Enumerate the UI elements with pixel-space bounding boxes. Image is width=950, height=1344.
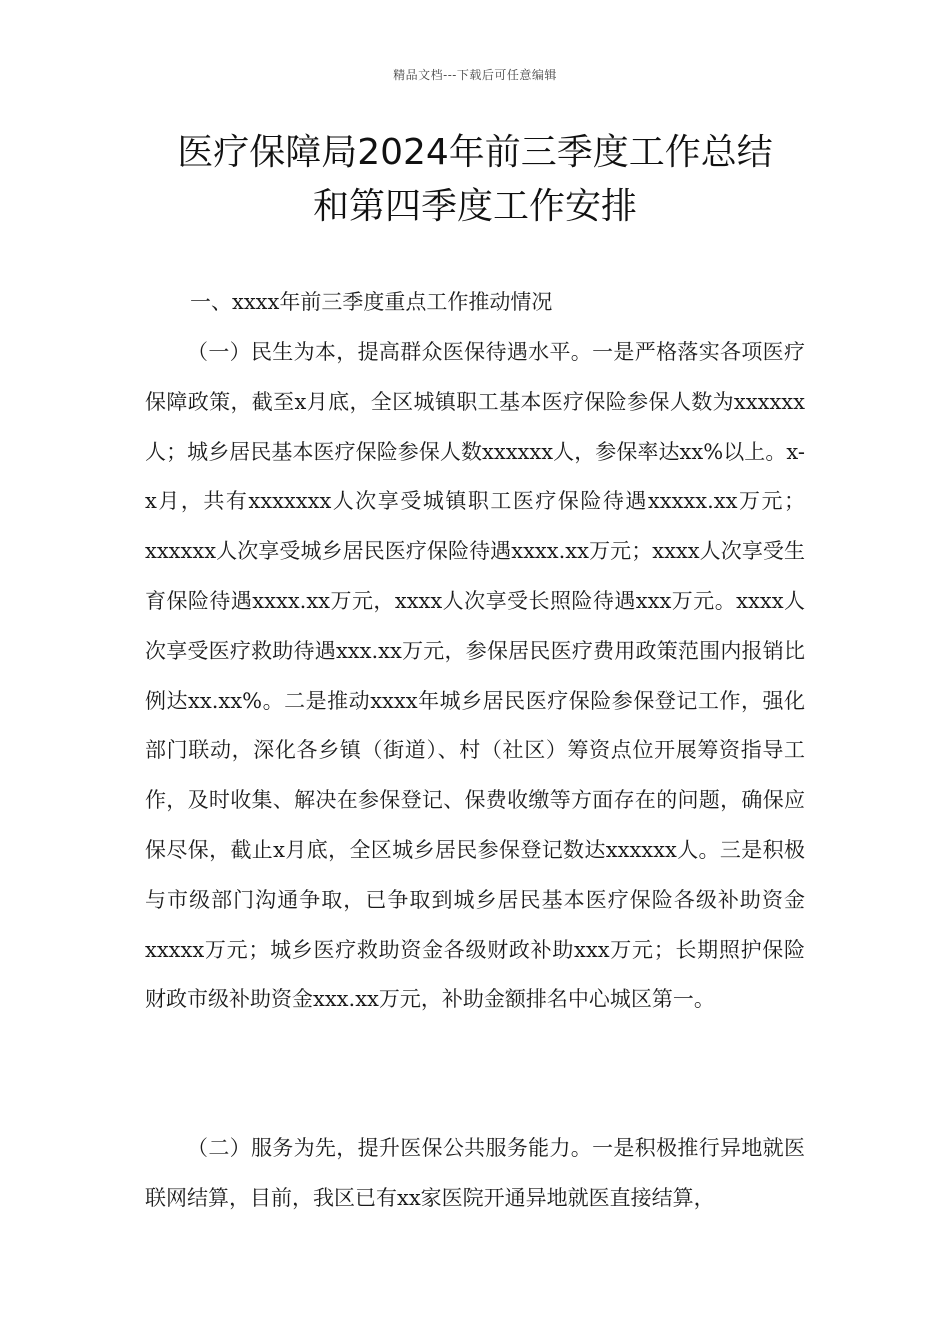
document-title-line-1: 医疗保障局2024年前三季度工作总结: [177, 132, 773, 173]
body-paragraph-1-container: [145, 328, 805, 1025]
body-paragraph-2: （二）服务为先，提升医保公共服务能力。一是积极推行异地就医联网结算，目前，我区已有xx家医院开通异地就医直接结算，: [145, 1136, 805, 1210]
page-header-note: 精品文档---下载后可任意编辑: [393, 68, 557, 82]
document-title: [0, 126, 950, 234]
body-paragraph-1: （一）民生为本，提高群众医保待遇水平。一是严格落实各项医疗保障政策，截至x月底，全区城镇职工基本医疗保险参保人数为xxxxxx人；城乡居民基本医疗保险参保人数xxxxxx人，参保率达xx%以上。x-x月，共有xxxxxxx人次享受城镇职工医疗保险待遇xxxxx.xx万元；xxxxxx人次享受城乡居民医疗保险待遇xxxx.xx万元；xxxx人次享受生育保险待遇xxxx.xx万元，xxxx人次享受长照险待遇xxx万元。xxxx人次享受医疗救助待遇xxx.xx万元，参保居民医疗费用政策范围内报销比例达xx.xx%。二是推动xxxx年城乡居民医疗保险参保登记工作，强化部门联动，深化各乡镇（街道）、村（社区）筹资点位开展筹资指导工作，及时收集、解决在参保登记、保费收缴等方面存在的问题，确保应保尽保，截止x月底，全区城乡居民参保登记数达xxxxxx人。三是积极与市级部门沟通争取，已争取到城乡居民基本医疗保险各级补助资金xxxxx万元；城乡医疗救助资金各级财政补助xxx万元；长期照护保险财政市级补助资金xxx.xx万元，补助金额排名中心城区第一。: [145, 340, 805, 1012]
section-heading-1: 一、xxxx年前三季度重点工作推动情况: [190, 290, 553, 314]
document-title-line-2: 和第四季度工作安排: [312, 186, 637, 227]
body-paragraph-2-container: [145, 1124, 805, 1224]
